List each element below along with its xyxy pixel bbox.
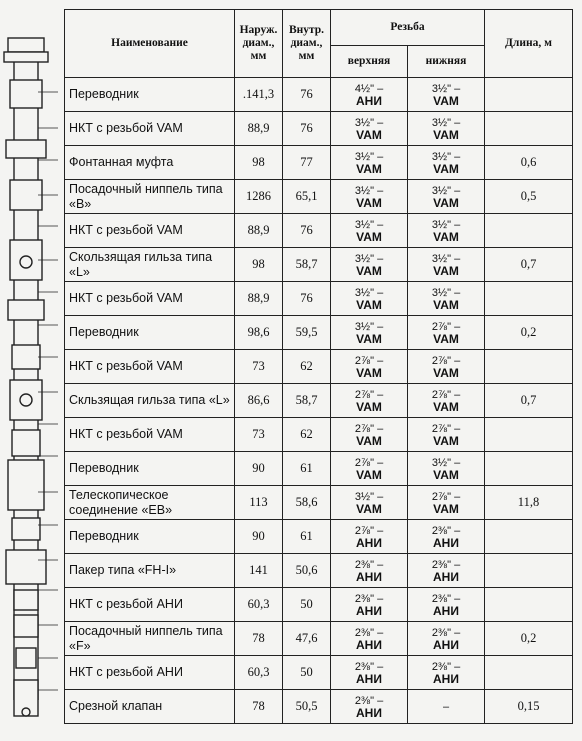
cell-thread-upper	[331, 214, 408, 248]
table-row	[65, 588, 573, 622]
table-row	[65, 520, 573, 554]
cell-thread-lower	[408, 418, 485, 452]
thread-size: 2⅞" –	[354, 388, 384, 401]
thread-type: VAM	[356, 433, 382, 448]
thread-size: 2⅞" –	[354, 524, 384, 537]
cell-thread-upper	[331, 656, 408, 690]
cell-outer-diameter: 78	[235, 622, 283, 656]
table-row	[65, 282, 573, 316]
cell-name: НКТ с резьбой АНИ	[65, 656, 235, 690]
table-row	[65, 180, 573, 214]
cell-thread-upper	[331, 316, 408, 350]
thread-size: 2⅜" –	[431, 592, 461, 605]
table-row	[65, 418, 573, 452]
cell-thread-lower	[408, 78, 485, 112]
cell-length	[485, 282, 573, 316]
cell-thread-upper	[331, 520, 408, 554]
cell-thread-lower	[408, 180, 485, 214]
cell-thread-lower	[408, 486, 485, 520]
table-row	[65, 656, 573, 690]
cell-inner-diameter: 62	[283, 418, 331, 452]
header-thread: Резьба	[331, 10, 485, 46]
thread-type: АНИ	[356, 603, 382, 618]
cell-name: НКТ с резьбой VAM	[65, 112, 235, 146]
thread-size: 2⅜" –	[354, 660, 384, 673]
thread-size: 3½" –	[354, 252, 384, 265]
thread-size: 3½" –	[354, 286, 384, 299]
cell-length	[485, 78, 573, 112]
cell-name: Пакер типа «FH-I»	[65, 554, 235, 588]
cell-length	[485, 350, 573, 384]
cell-outer-diameter: 60,3	[235, 656, 283, 690]
thread-size: 2⅜" –	[431, 626, 461, 639]
thread-size: 3½" –	[354, 150, 384, 163]
header-outer-diameter: Наруж. диам., мм	[235, 10, 283, 78]
table-row	[65, 486, 573, 520]
cell-thread-lower	[408, 146, 485, 180]
header-thread-upper: верхняя	[331, 46, 408, 78]
thread-type: VAM	[356, 331, 382, 346]
cell-name: НКТ с резьбой VAM	[65, 214, 235, 248]
thread-type: VAM	[356, 229, 382, 244]
thread-size: 2⅞" –	[354, 422, 384, 435]
thread-type: VAM	[433, 501, 459, 516]
cell-inner-diameter: 59,5	[283, 316, 331, 350]
thread-type: АНИ	[433, 671, 459, 686]
cell-length	[485, 554, 573, 588]
cell-length: 0,7	[485, 384, 573, 418]
thread-size: 2⅜" –	[354, 694, 384, 707]
cell-length	[485, 588, 573, 622]
thread-type: VAM	[433, 161, 459, 176]
cell-inner-diameter: 50,6	[283, 554, 331, 588]
cell-length	[485, 112, 573, 146]
thread-size: 3½" –	[431, 184, 461, 197]
thread-size: –	[442, 700, 450, 713]
cell-thread-lower	[408, 350, 485, 384]
thread-type: VAM	[356, 195, 382, 210]
cell-thread-lower	[408, 248, 485, 282]
cell-name: Телескопическое соединение «ЕВ»	[65, 486, 235, 520]
cell-thread-upper	[331, 690, 408, 724]
tubing-string-diagram	[0, 0, 60, 741]
thread-type: VAM	[356, 263, 382, 278]
cell-thread-lower	[408, 656, 485, 690]
thread-type: VAM	[356, 501, 382, 516]
table-row	[65, 452, 573, 486]
cell-inner-diameter: 50,5	[283, 690, 331, 724]
thread-size: 3½" –	[354, 218, 384, 231]
cell-inner-diameter: 76	[283, 214, 331, 248]
cell-outer-diameter: 88,9	[235, 112, 283, 146]
cell-outer-diameter: 98	[235, 146, 283, 180]
cell-name: НКТ с резьбой VAM	[65, 350, 235, 384]
cell-length: 0,5	[485, 180, 573, 214]
thread-type: VAM	[356, 399, 382, 414]
cell-length: 0,6	[485, 146, 573, 180]
cell-name: Срезной клапан	[65, 690, 235, 724]
thread-size: 2⅞" –	[354, 354, 384, 367]
cell-length	[485, 214, 573, 248]
header-name: Наименование	[65, 10, 235, 78]
cell-inner-diameter: 62	[283, 350, 331, 384]
table-row	[65, 112, 573, 146]
cell-thread-upper	[331, 78, 408, 112]
cell-inner-diameter: 58,7	[283, 248, 331, 282]
table-row	[65, 316, 573, 350]
cell-outer-diameter: 1286	[235, 180, 283, 214]
cell-thread-lower	[408, 554, 485, 588]
thread-type: АНИ	[356, 569, 382, 584]
thread-type: АНИ	[433, 637, 459, 652]
thread-size: 2⅜" –	[431, 660, 461, 673]
cell-name: НКТ с резьбой VAM	[65, 282, 235, 316]
cell-thread-lower	[408, 384, 485, 418]
thread-type: VAM	[356, 467, 382, 482]
cell-thread-lower	[408, 282, 485, 316]
cell-name: Скользящая гильза типа «L»	[65, 248, 235, 282]
thread-size: 2⅞" –	[431, 490, 461, 503]
cell-name: Посадочный ниппель типа «F»	[65, 622, 235, 656]
cell-thread-upper	[331, 248, 408, 282]
cell-name: Переводник	[65, 78, 235, 112]
cell-outer-diameter: 98	[235, 248, 283, 282]
thread-size: 2⅜" –	[431, 558, 461, 571]
cell-inner-diameter: 61	[283, 452, 331, 486]
thread-size: 3½" –	[354, 184, 384, 197]
cell-inner-diameter: 50	[283, 656, 331, 690]
thread-type: VAM	[356, 127, 382, 142]
table-row	[65, 690, 573, 724]
cell-length: 0,2	[485, 622, 573, 656]
thread-type: АНИ	[356, 93, 382, 108]
cell-inner-diameter: 76	[283, 78, 331, 112]
cell-inner-diameter: 61	[283, 520, 331, 554]
cell-inner-diameter: 47,6	[283, 622, 331, 656]
thread-type: VAM	[356, 297, 382, 312]
thread-size: 2⅜" –	[354, 558, 384, 571]
cell-outer-diameter: 141	[235, 554, 283, 588]
cell-outer-diameter: 98,6	[235, 316, 283, 350]
cell-thread-upper	[331, 418, 408, 452]
thread-size: 3½" –	[431, 252, 461, 265]
cell-length	[485, 656, 573, 690]
cell-thread-lower	[408, 452, 485, 486]
header-thread-lower: нижняя	[408, 46, 485, 78]
thread-type: VAM	[433, 467, 459, 482]
cell-outer-diameter: 90	[235, 452, 283, 486]
thread-size: 4½" –	[354, 82, 384, 95]
cell-thread-lower	[408, 316, 485, 350]
cell-thread-lower	[408, 214, 485, 248]
thread-size: 3½" –	[431, 116, 461, 129]
cell-name: Скльзящая гильза типа «L»	[65, 384, 235, 418]
table-row	[65, 214, 573, 248]
cell-thread-upper	[331, 350, 408, 384]
thread-type: VAM	[433, 263, 459, 278]
cell-outer-diameter: 86,6	[235, 384, 283, 418]
cell-outer-diameter: 73	[235, 350, 283, 384]
thread-type: VAM	[433, 399, 459, 414]
cell-length: 0,7	[485, 248, 573, 282]
thread-size: 3½" –	[431, 456, 461, 469]
thread-type: VAM	[356, 161, 382, 176]
thread-type: АНИ	[356, 671, 382, 686]
thread-size: 3½" –	[354, 490, 384, 503]
cell-name: Переводник	[65, 452, 235, 486]
thread-size: 3½" –	[431, 218, 461, 231]
thread-type: VAM	[433, 331, 459, 346]
cell-outer-diameter: 88,9	[235, 214, 283, 248]
cell-outer-diameter: 60,3	[235, 588, 283, 622]
thread-type: VAM	[433, 127, 459, 142]
thread-type: VAM	[433, 195, 459, 210]
cell-length: 11,8	[485, 486, 573, 520]
thread-type: VAM	[433, 433, 459, 448]
cell-outer-diameter: .141,3	[235, 78, 283, 112]
cell-outer-diameter: 113	[235, 486, 283, 520]
cell-thread-upper	[331, 146, 408, 180]
table-row	[65, 554, 573, 588]
cell-inner-diameter: 76	[283, 112, 331, 146]
cell-outer-diameter: 90	[235, 520, 283, 554]
cell-thread-upper	[331, 486, 408, 520]
cell-name: НКТ с резьбой АНИ	[65, 588, 235, 622]
cell-length	[485, 520, 573, 554]
cell-thread-lower	[408, 588, 485, 622]
thread-type: АНИ	[433, 603, 459, 618]
thread-size: 2⅜" –	[354, 592, 384, 605]
cell-thread-lower	[408, 690, 485, 724]
thread-type: АНИ	[356, 637, 382, 652]
table-row	[65, 248, 573, 282]
cell-thread-lower	[408, 520, 485, 554]
thread-size: 3½" –	[354, 320, 384, 333]
cell-length: 0,15	[485, 690, 573, 724]
thread-size: 2⅞" –	[431, 388, 461, 401]
header-inner-diameter: Внутр. диам., мм	[283, 10, 331, 78]
cell-thread-upper	[331, 384, 408, 418]
cell-thread-lower	[408, 112, 485, 146]
equipment-table	[64, 9, 573, 724]
thread-size: 3½" –	[431, 82, 461, 95]
table-row	[65, 146, 573, 180]
thread-type: АНИ	[433, 535, 459, 550]
thread-type: VAM	[356, 365, 382, 380]
cell-thread-upper	[331, 622, 408, 656]
cell-name: Переводник	[65, 520, 235, 554]
cell-inner-diameter: 58,6	[283, 486, 331, 520]
cell-length	[485, 418, 573, 452]
cell-inner-diameter: 58,7	[283, 384, 331, 418]
cell-inner-diameter: 50	[283, 588, 331, 622]
cell-length	[485, 452, 573, 486]
cell-thread-upper	[331, 554, 408, 588]
cell-thread-upper	[331, 452, 408, 486]
table-row	[65, 384, 573, 418]
thread-type: VAM	[433, 297, 459, 312]
cell-inner-diameter: 76	[283, 282, 331, 316]
table-row	[65, 622, 573, 656]
header-length: Длина, м	[485, 10, 573, 78]
thread-type: АНИ	[433, 569, 459, 584]
cell-length: 0,2	[485, 316, 573, 350]
thread-size: 2⅞" –	[354, 456, 384, 469]
thread-size: 3½" –	[431, 286, 461, 299]
thread-size: 2⅞" –	[431, 422, 461, 435]
cell-thread-upper	[331, 180, 408, 214]
cell-inner-diameter: 65,1	[283, 180, 331, 214]
table-row	[65, 350, 573, 384]
table-row	[65, 78, 573, 112]
cell-name: Посадочный ниппель типа «В»	[65, 180, 235, 214]
cell-name: НКТ с резьбой VAM	[65, 418, 235, 452]
thread-size: 2⅞" –	[431, 320, 461, 333]
thread-size: 2⅜" –	[431, 524, 461, 537]
cell-thread-lower	[408, 622, 485, 656]
thread-type: VAM	[433, 365, 459, 380]
cell-thread-upper	[331, 588, 408, 622]
cell-name: Переводник	[65, 316, 235, 350]
thread-type: АНИ	[356, 535, 382, 550]
thread-type: VAM	[433, 229, 459, 244]
thread-size: 3½" –	[431, 150, 461, 163]
thread-size: 2⅜" –	[354, 626, 384, 639]
cell-thread-upper	[331, 112, 408, 146]
thread-size: 3½" –	[354, 116, 384, 129]
cell-outer-diameter: 78	[235, 690, 283, 724]
thread-type: VAM	[433, 93, 459, 108]
cell-inner-diameter: 77	[283, 146, 331, 180]
thread-type: АНИ	[356, 705, 382, 720]
cell-thread-upper	[331, 282, 408, 316]
cell-name: Фонтанная муфта	[65, 146, 235, 180]
thread-size: 2⅞" –	[431, 354, 461, 367]
cell-outer-diameter: 88,9	[235, 282, 283, 316]
cell-outer-diameter: 73	[235, 418, 283, 452]
